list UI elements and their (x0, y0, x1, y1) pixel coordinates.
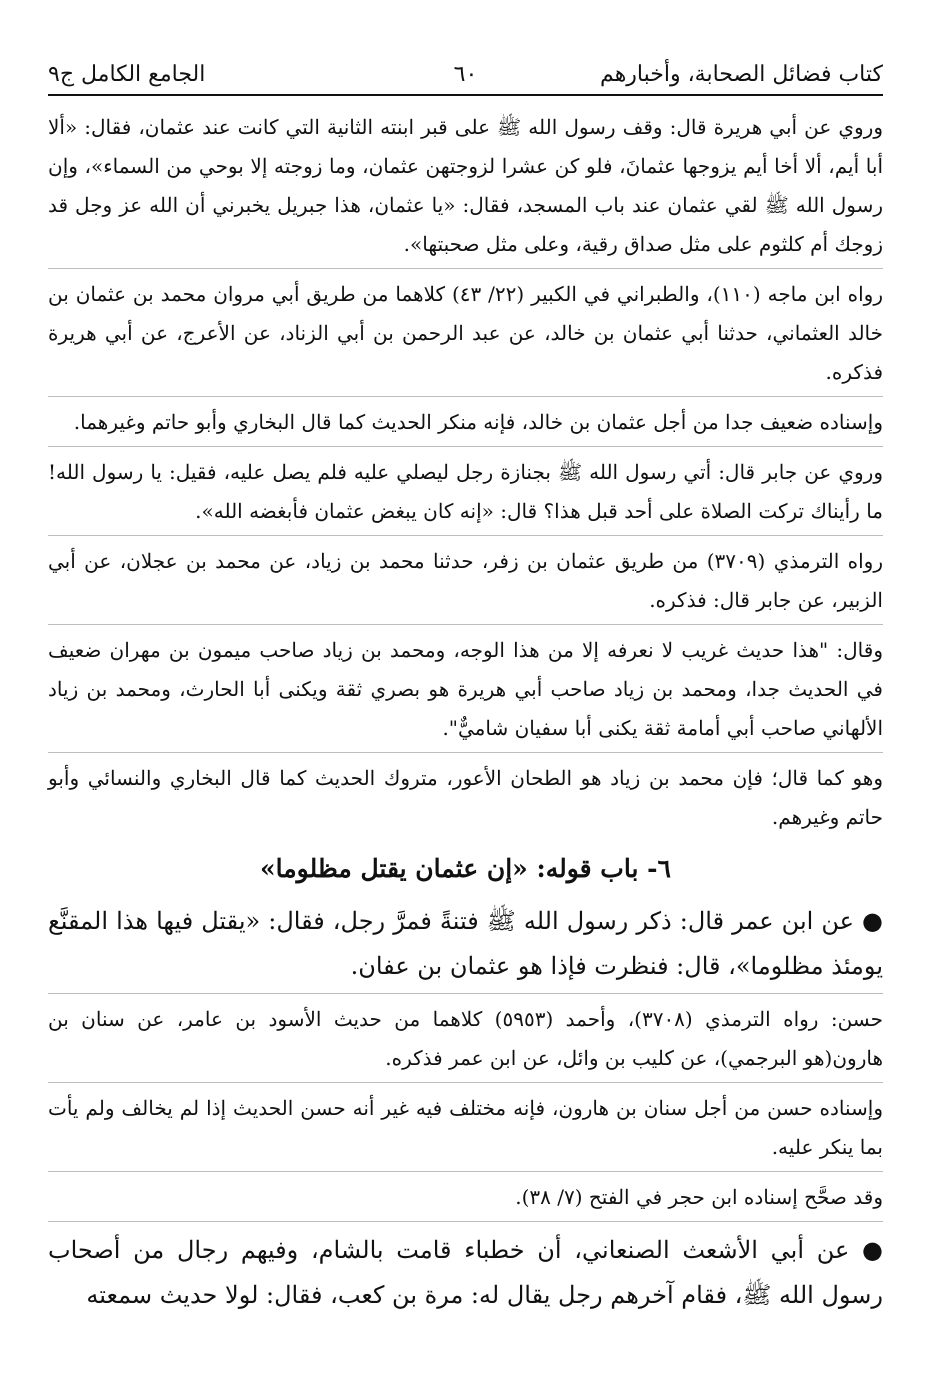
takhrij-paragraph: رواه ابن ماجه (١١٠)، والطبراني في الكبير (٢٢/ ٤٣) كلاهما من طريق أبي مروان محمد بن عثمان بن خالد العثماني، حدثنا أبي عثمان بن خالد، عن عبد الرحمن بن أبي الزناد، عن الأعرج، عن أبي هريرة فذكره. (48, 273, 883, 397)
grading-paragraph: وهو كما قال؛ فإن محمد بن زياد هو الطحان الأعور، متروك الحديث كما قال البخاري والنسائي وأبو حاتم وغيرهم. (48, 766, 883, 829)
page-content (48, 106, 883, 1320)
page-header (48, 52, 883, 96)
hadith-main-paragraph: ● عن أبي الأشعث الصنعاني، أن خطباء قامت بالشام، وفيهم رجال من أصحاب رسول الله ﷺ، فقام آخرهم رجل يقال له: مرة بن كعب، فقال: لولا حديث سمعته (48, 1236, 883, 1309)
takhrij-paragraph: حسن: رواه الترمذي (٣٧٠٨)، وأحمد (٥٩٥٣) كلاهما من حديث الأسود بن عامر، عن سنان بن هارون(هو البرجمي)، عن كليب بن وائل، عن ابن عمر فذكره. (48, 998, 883, 1083)
book-chapter-title: كتاب فضائل الصحابة، وأخبارهم (600, 62, 883, 87)
commentary-paragraph: وقال: "هذا حديث غريب لا نعرفه إلا من هذا الوجه، ومحمد بن زياد صاحب ميمون بن مهران ضعيف في الحديث جدا، ومحمد بن زياد صاحب أبي هريرة هو بصري ثقة ويكنى أبا الحارث، ومحمد بن زياد الألهاني صاحب أبي أمامة ثقة يكنى أبا سفيان شاميٌّ". (48, 629, 883, 753)
page-number: ٦٠ (453, 62, 478, 87)
grading-paragraph: وإسناده حسن من أجل سنان بن هارون، فإنه مختلف فيه غير أنه حسن الحديث إذا لم يخالف ولم يأت بما ينكر عليه. (48, 1087, 883, 1172)
chapter-heading: ٦- باب قوله: «إن عثمان يقتل مظلوما» (260, 854, 671, 883)
hadith-paragraph: وروي عن أبي هريرة قال: وقف رسول الله ﷺ على قبر ابنته الثانية التي كانت عند عثمان، فقال: «ألا أبا أيم، ألا أخا أيم يزوجها عثمانَ، فلو كن عشرا لزوجتهن عثمان، وما زوجته إلا بوحي من السماء»، وإن رسول الله ﷺ لقي عثمان عند باب المسجد، فقال: «يا عثمان، هذا جبريل يخبرني أن الله عز وجل قد زوجك أم كلثوم على مثل صداق رقية، وعلى مثل صحبتها». (48, 106, 883, 269)
hadith-paragraph: وروي عن جابر قال: أتي رسول الله ﷺ بجنازة رجل ليصلي عليه فلم يصل عليه، فقيل: يا رسول الله! ما رأيناك تركت الصلاة على أحد قبل هذا؟ قال: «إنه كان يبغض عثمان فأبغضه الله». (48, 451, 883, 536)
takhrij-paragraph: رواه الترمذي (٣٧٠٩) من طريق عثمان بن زفر، حدثنا محمد بن زياد، عن محمد بن عجلان، عن أبي الزبير، عن جابر قال: فذكره. (48, 540, 883, 625)
book-page (48, 52, 883, 1320)
grading-paragraph: وقد صحَّح إسناده ابن حجر في الفتح (٧/ ٣٨). (48, 1176, 883, 1222)
book-volume-title: الجامع الكامل ج٩ (48, 62, 206, 87)
hadith-main-paragraph: ● عن ابن عمر قال: ذكر رسول الله ﷺ فتنةً فمرَّ رجل، فقال: «يقتل فيها هذا المقنَّع يومئذ مظلوما»، قال: فنظرت فإذا هو عثمان بن عفان. (48, 897, 883, 994)
grading-paragraph: وإسناده ضعيف جدا من أجل عثمان بن خالد، فإنه منكر الحديث كما قال البخاري وأبو حاتم وغيرهما. (48, 401, 883, 447)
